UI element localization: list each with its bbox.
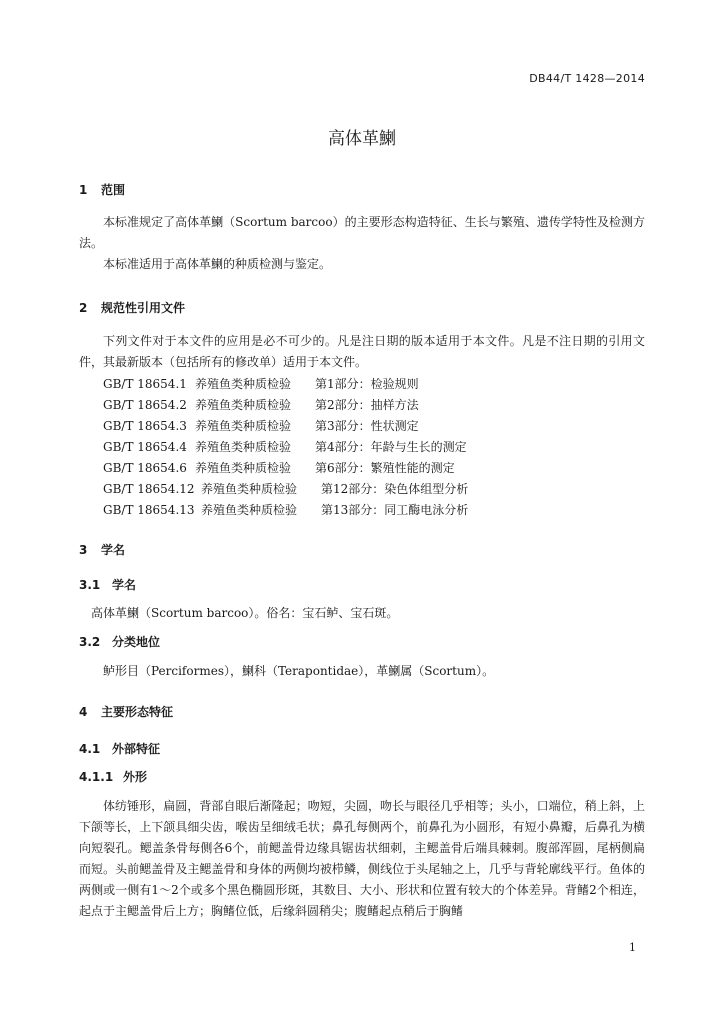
reference-name: 养殖鱼类种质检验 — [195, 461, 292, 475]
standard-code: DB44/T 1428—2014 — [529, 72, 645, 85]
reference-part: 第3部分：性状测定 — [315, 419, 419, 433]
page-number: 1 — [629, 941, 636, 954]
scope-paragraph: 本标准规定了高体革鯻（Scortum barcoo）的主要形态构造特征、生长与繁殖、遗传学特性及检测方法。 — [79, 215, 645, 250]
reference-item — [103, 396, 419, 413]
section-title: 范围 — [101, 183, 126, 197]
references-intro-paragraph: 下列文件对于本文件的应用是必不可少的。凡是注日期的版本适用于本文件。凡是不注日期的引用文件，其最新版本（包括所有的修改单）适用于本文件。 — [79, 334, 645, 369]
external-form-paragraph: 体纺锤形，扁圆，背部自眼后渐隆起；吻短，尖圆，吻长与眼径几乎相等；头小，口端位，稍上斜，上下颌等长，上下颌具细尖齿，喉齿呈细绒毛状；鼻孔每侧两个，前鼻孔为小圆形，有短小鼻瓣，后鼻孔为横向短裂孔。鳃盖条骨每侧各6个，前鳃盖骨边缘具锯齿状细刺，主鳃盖骨后端具棘刺。腹部浑圆，尾柄侧扁而短。头前鳃盖骨及主鳃盖骨和身体的两侧均被栉鳞，侧线位于头尾轴之上，几乎与背轮廓线平行。鱼体的两侧或一侧有1～2个或多个黑色椭圆形斑，其数目、大小、形状和位置有较大的个体差异。背鳍2个相连，起点于主鳃盖骨后上方；胸鳍位低，后缘斜圆稍尖；腹鳍起点稍后于胸鳍 — [79, 799, 645, 918]
section-4-1-1-heading — [79, 768, 147, 785]
reference-name: 养殖鱼类种质检验 — [195, 377, 292, 391]
section-number: 3 — [79, 543, 88, 557]
reference-code: GB/T 18654.3 — [103, 419, 187, 433]
section-4-1-heading — [79, 740, 160, 757]
reference-code: GB/T 18654.6 — [103, 461, 187, 475]
document-title: 高体革鯻 — [328, 129, 396, 149]
reference-name: 养殖鱼类种质检验 — [195, 398, 292, 412]
reference-item — [103, 375, 419, 392]
section-title: 外部特征 — [112, 742, 161, 756]
reference-code: GB/T 18654.4 — [103, 440, 187, 454]
reference-item — [103, 480, 468, 497]
section-number: 1 — [79, 183, 88, 197]
section-2-heading — [79, 299, 185, 316]
reference-item — [103, 501, 468, 518]
section-title: 学名 — [112, 578, 137, 592]
reference-part: 第4部分：年龄与生长的测定 — [315, 440, 467, 454]
reference-code: GB/T 18654.2 — [103, 398, 187, 412]
section-3-2-heading — [79, 633, 160, 650]
section-number: 3.2 — [79, 635, 101, 649]
section-number: 3.1 — [79, 578, 101, 592]
reference-item — [103, 417, 419, 434]
scientific-name-text: 高体革鯻（Scortum barcoo）。俗名：宝石鲈、宝石斑。 — [91, 606, 399, 620]
section-title: 学名 — [101, 543, 126, 557]
reference-part: 第6部分：繁殖性能的测定 — [315, 461, 455, 475]
section-4-heading — [79, 703, 173, 720]
reference-code: GB/T 18654.1 — [103, 377, 187, 391]
reference-name: 养殖鱼类种质检验 — [195, 440, 292, 454]
reference-name: 养殖鱼类种质检验 — [201, 503, 298, 517]
reference-part: 第2部分：抽样方法 — [315, 398, 419, 412]
section-3-heading — [79, 541, 125, 558]
section-3-1-heading — [79, 576, 136, 593]
reference-name: 养殖鱼类种质检验 — [195, 419, 292, 433]
section-title: 外形 — [123, 770, 148, 784]
section-title: 主要形态特征 — [101, 705, 174, 719]
taxonomy-text: 鲈形目（Perciformes），鯻科（Terapontidae），革鯻属（Scortum）。 — [103, 664, 495, 678]
reference-part: 第13部分：同工酶电泳分析 — [321, 503, 469, 517]
section-number: 4 — [79, 705, 88, 719]
section-title: 分类地位 — [112, 635, 161, 649]
section-number: 4.1 — [79, 742, 101, 756]
reference-code: GB/T 18654.12 — [103, 482, 195, 496]
section-number: 2 — [79, 301, 88, 315]
reference-item — [103, 438, 467, 455]
reference-part: 第12部分：染色体组型分析 — [321, 482, 469, 496]
reference-part: 第1部分：检验规则 — [315, 377, 419, 391]
section-title: 规范性引用文件 — [101, 301, 186, 315]
section-1-heading — [79, 181, 125, 198]
reference-name: 养殖鱼类种质检验 — [201, 482, 298, 496]
section-number: 4.1.1 — [79, 770, 114, 784]
reference-item — [103, 459, 455, 476]
applicability-paragraph: 本标准适用于高体革鯻的种质检测与鉴定。 — [103, 257, 332, 271]
reference-code: GB/T 18654.13 — [103, 503, 195, 517]
